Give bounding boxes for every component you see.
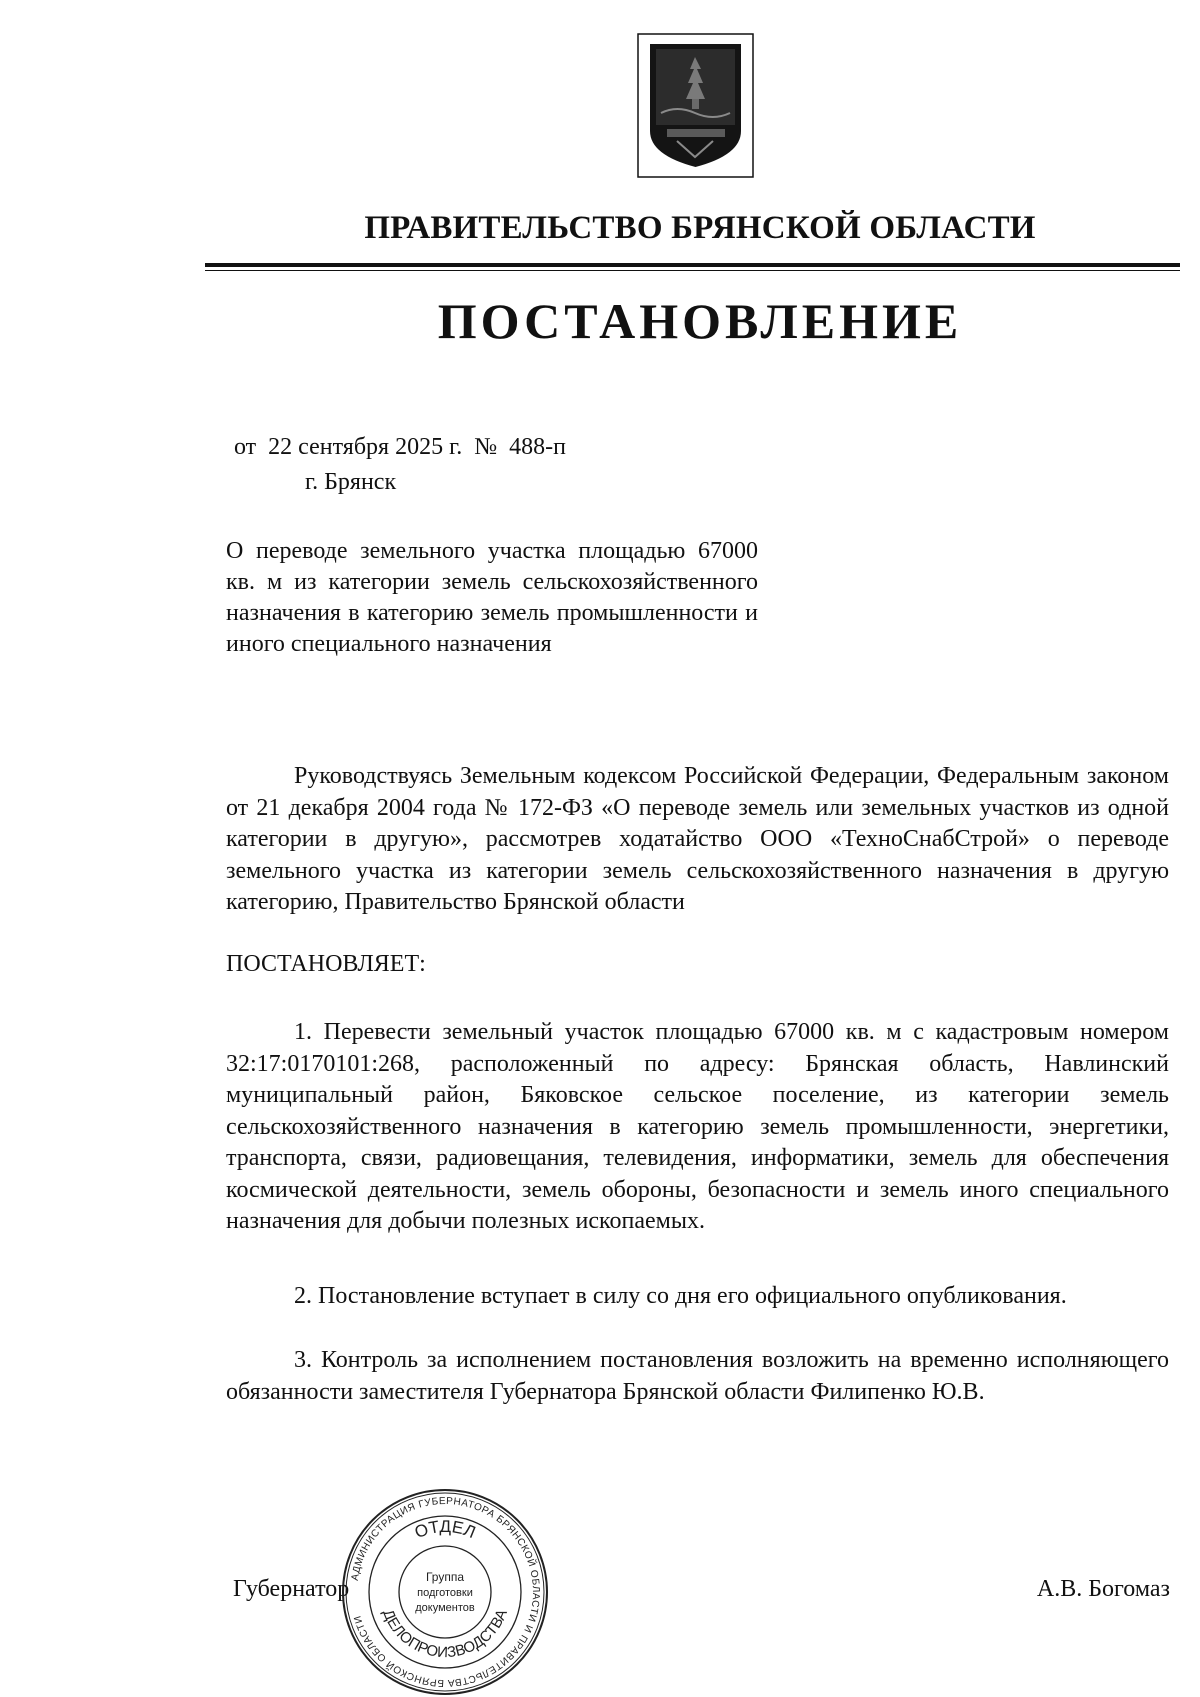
stamp-center-line-2: подготовки xyxy=(417,1587,473,1599)
resolve-heading: ПОСТАНОВЛЯЕТ: xyxy=(226,951,426,977)
stamp-center-line-1: Группа xyxy=(425,1570,465,1584)
stamp-outer-text: АДМИНИСТРАЦИЯ ГУБЕРНАТОРА БРЯНСКОЙ ОБЛАСТИ И ПРАВИТЕЛЬСТВА БРЯНСКОЙ ОБЛАСТИ xyxy=(349,1495,542,1689)
coat-of-arms-icon xyxy=(637,33,754,178)
stamp-department-text: ОТДЕЛ xyxy=(412,1516,479,1543)
document-city: г. Брянск xyxy=(305,469,397,495)
resolution-item-1: 1. Перевести земельный участок площадью 67000 кв. м с кадастровым номером 32:17:0170101:268, расположенный по адресу: Брянская область, Навлинский муниципальный район, Бяковское сельское поселение, из категории земель сельскохозяйственного назначения в категорию земель промышленности, энергетики, транспорта, связи, радиовещания, телевидения, информатики, земель для обеспечения космической деятельности, земель обороны, безопасности и земель иного специального назначения для добычи полезных ископаемых. xyxy=(226,1019,1169,1234)
official-stamp xyxy=(340,1487,550,1697)
header-rule-thick xyxy=(205,263,1180,267)
document-date-number: от 22 сентября 2025 г. № 488-п xyxy=(234,434,566,460)
resolution-item-3: 3. Контроль за исполнением постановления возложить на временно исполняющего обязанности заместителя Губернатора Брянской области Филипенко Ю.В. xyxy=(226,1347,1169,1405)
signatory-name: А.В. Богомаз xyxy=(1036,1576,1170,1602)
document-type-title: ПОСТАНОВЛЕНИЕ xyxy=(437,293,963,349)
organization-name: ПРАВИТЕЛЬСТВО БРЯНСКОЙ ОБЛАСТИ xyxy=(364,210,1036,246)
preamble-paragraph: Руководствуясь Земельным кодексом Российской Федерации, Федеральным законом от 21 декабря 2004 года № 172-ФЗ «О переводе земель или земельных участков из одной категории в другую», рассмотрев ходатайство ООО «ТехноСнабСтрой» о переводе земельного участка из категории земель сельскохозяйственного назначения в другую категорию, Правительство Брянской области xyxy=(226,763,1169,915)
signatory-title: Губернатор xyxy=(233,1576,350,1602)
resolution-item-2: 2. Постановление вступает в силу со дня его официального опубликования. xyxy=(294,1283,1067,1309)
svg-text:ОТДЕЛ xyxy=(412,1517,478,1542)
stamp-center-line-3: документов xyxy=(415,1602,475,1614)
document-subject: О переводе земельного участка площадью 67000 кв. м из категории земель сельскохозяйственного назначения в категорию земель промышленности и иного специального назначения xyxy=(226,538,758,657)
stamp-division-text: ДЕЛОПРОИЗВОДСТВА xyxy=(379,1606,511,1662)
header-rule-thin xyxy=(205,270,1180,271)
